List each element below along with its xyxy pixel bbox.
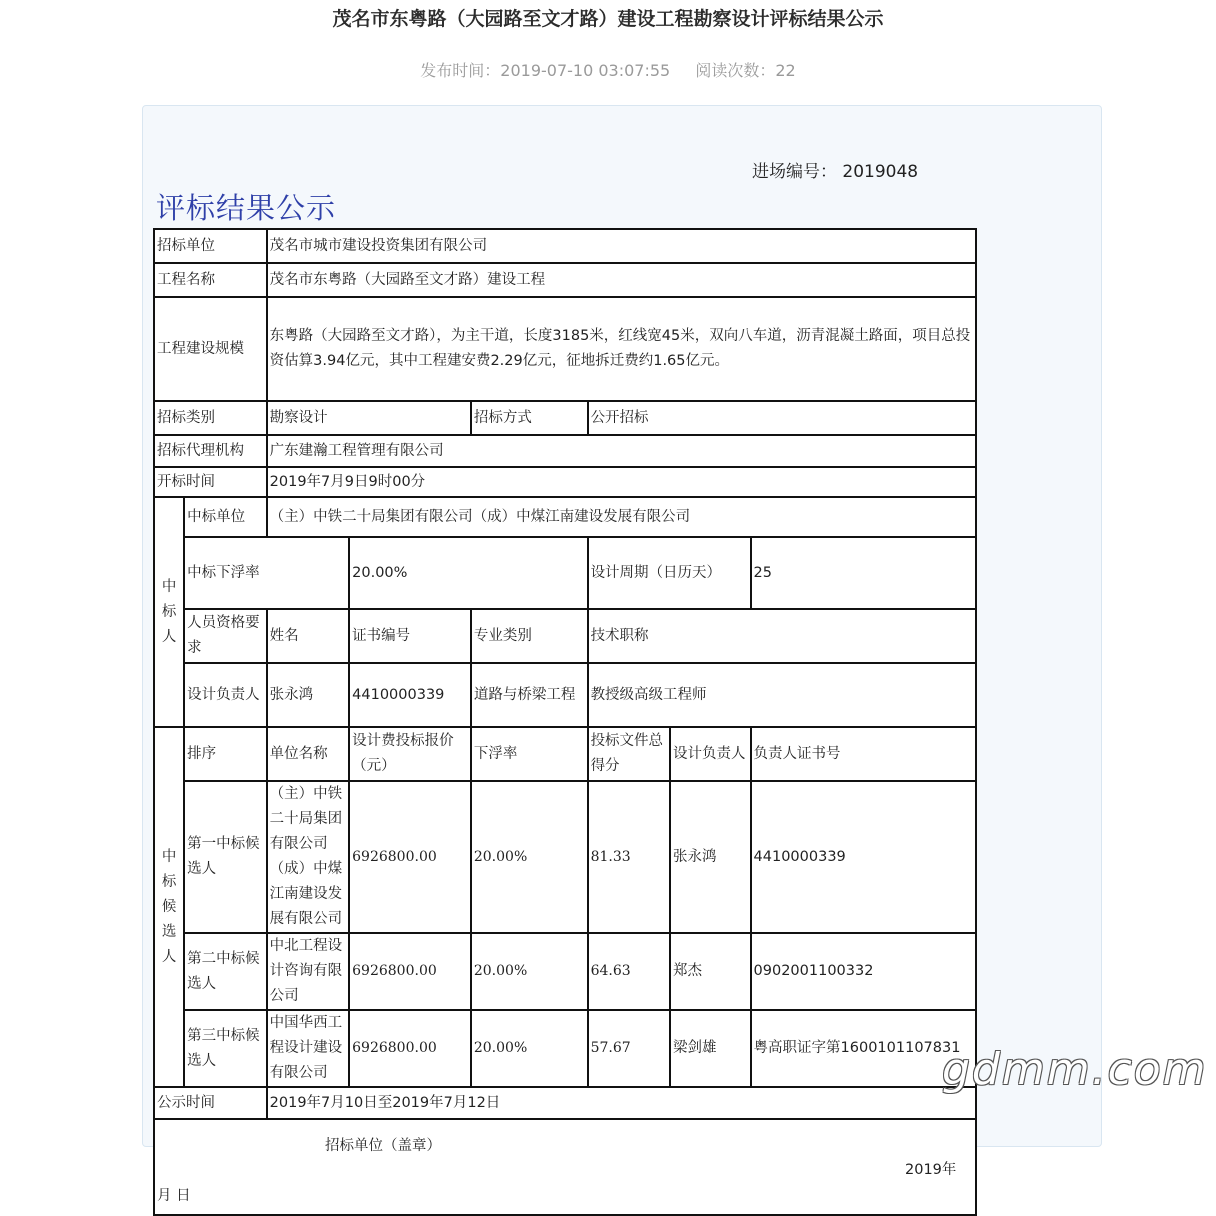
col-header-price: 设计费投标报价（元）: [349, 727, 471, 781]
tender-unit-label: 招标单位: [154, 229, 267, 263]
design-period-value: 25: [751, 537, 976, 609]
scale-value: 东粤路（大园路至文才路），为主干道，长度3185米，红线宽45米，双向八车道，沥青混凝土路面，项目总投资估算3.94亿元，其中工程建安费2.29亿元，征地拆迁费约1.65亿元。: [267, 297, 976, 401]
candidate-rank: 第一中标候选人: [184, 781, 266, 933]
candidate-designer: 郑杰: [670, 933, 750, 1010]
table-row: [154, 467, 976, 497]
candidate-price: 6926800.00: [349, 1010, 471, 1087]
table-row: [154, 401, 976, 435]
method-value: 公开招标: [588, 401, 976, 435]
read-count: 阅读次数：22: [695, 61, 796, 80]
candidate-cert: 粤高职证字第1600101107831: [751, 1010, 976, 1087]
table-row: [154, 263, 976, 297]
category-value: 勘察设计: [267, 401, 471, 435]
col-header-rank: 排序: [184, 727, 266, 781]
article-meta: [0, 58, 1216, 81]
table-row: [154, 497, 976, 537]
open-time-label: 开标时间: [154, 467, 267, 497]
seal-text: 招标单位（盖章）: [325, 1138, 441, 1154]
candidate-score: 57.67: [588, 1010, 670, 1087]
col-header-unit: 单位名称: [267, 727, 349, 781]
candidate-unit: （主）中铁二十局集团有限公司（成）中煤江南建设发展有限公司: [267, 781, 349, 933]
agency-label: 招标代理机构: [154, 435, 267, 467]
project-name-value: 茂名市东粤路（大园路至文才路）建设工程: [267, 263, 976, 297]
project-name-label: 工程名称: [154, 263, 267, 297]
table-row: [154, 609, 976, 663]
table-row: [154, 537, 976, 609]
designer-label: 设计负责人: [184, 663, 266, 727]
qual-header-title: 技术职称: [588, 609, 976, 663]
document-heading: 评标结果公示: [156, 191, 337, 225]
scale-label: 工程建设规模: [154, 297, 267, 401]
candidate-cert: 4410000339: [751, 781, 976, 933]
candidates-side-label: 中 标 候 选 人: [154, 727, 184, 1087]
seal-cell: [154, 1119, 976, 1215]
winner-unit-value: （主）中铁二十局集团有限公司（成）中煤江南建设发展有限公司: [267, 497, 976, 537]
site-watermark: gdmm.com: [942, 1044, 1208, 1095]
winner-unit-label: 中标单位: [184, 497, 266, 537]
candidate-unit: 中北工程设计咨询有限公司: [267, 933, 349, 1010]
category-label: 招标类别: [154, 401, 267, 435]
open-time-value: 2019年7月9日9时00分: [267, 467, 976, 497]
designer-major: 道路与桥梁工程: [471, 663, 588, 727]
table-row: [154, 1119, 976, 1215]
tender-unit-value: 茂名市城市建设投资集团有限公司: [267, 229, 976, 263]
candidate-rate: 20.00%: [471, 1010, 588, 1087]
publicity-value: 2019年7月10日至2019年7月12日: [267, 1087, 976, 1119]
candidate-rate: 20.00%: [471, 933, 588, 1010]
table-row: [154, 727, 976, 781]
winner-rate-label: 中标下浮率: [184, 537, 349, 609]
qual-header-cert: 证书编号: [349, 609, 471, 663]
col-header-cert: 负责人证书号: [751, 727, 976, 781]
table-row: [154, 1010, 976, 1087]
qual-header-major: 专业类别: [471, 609, 588, 663]
table-row: [154, 663, 976, 727]
winner-side-label: 中 标 人: [154, 497, 184, 727]
candidate-rank: 第三中标候选人: [184, 1010, 266, 1087]
candidate-rate: 20.00%: [471, 781, 588, 933]
col-header-designer: 设计负责人: [670, 727, 750, 781]
design-period-label: 设计周期（日历天）: [588, 537, 751, 609]
col-header-rate: 下浮率: [471, 727, 588, 781]
designer-title: 教授级高级工程师: [588, 663, 976, 727]
designer-cert: 4410000339: [349, 663, 471, 727]
candidate-rank: 第二中标候选人: [184, 933, 266, 1010]
seal-month-day: 月 日: [157, 1188, 191, 1204]
candidate-score: 81.33: [588, 781, 670, 933]
method-label: 招标方式: [471, 401, 588, 435]
table-row: [154, 435, 976, 467]
result-table: [153, 228, 977, 1216]
candidate-price: 6926800.00: [349, 933, 471, 1010]
seal-year: 2019年: [905, 1162, 957, 1178]
table-row: [154, 229, 976, 263]
publish-time: 发布时间：2019-07-10 03:07:55: [420, 61, 671, 80]
agency-value: 广东建瀚工程管理有限公司: [267, 435, 976, 467]
candidate-score: 64.63: [588, 933, 670, 1010]
candidate-unit: 中国华西工程设计建设有限公司: [267, 1010, 349, 1087]
entry-number: 进场编号： 2019048: [752, 162, 919, 182]
candidate-cert: 0902001100332: [751, 933, 976, 1010]
qual-header-name: 姓名: [267, 609, 349, 663]
col-header-score: 投标文件总得分: [588, 727, 670, 781]
page-title: 茂名市东粤路（大园路至文才路）建设工程勘察设计评标结果公示: [332, 8, 884, 30]
candidate-designer: 张永鸿: [670, 781, 750, 933]
table-row: [154, 1087, 976, 1119]
table-row: [154, 781, 976, 933]
qualification-label: 人员资格要求: [184, 609, 266, 663]
winner-rate-value: 20.00%: [349, 537, 587, 609]
candidate-designer: 梁剑雄: [670, 1010, 750, 1087]
publicity-label: 公示时间: [154, 1087, 267, 1119]
candidate-price: 6926800.00: [349, 781, 471, 933]
designer-name: 张永鸿: [267, 663, 349, 727]
table-row: [154, 297, 976, 401]
table-row: [154, 933, 976, 1010]
